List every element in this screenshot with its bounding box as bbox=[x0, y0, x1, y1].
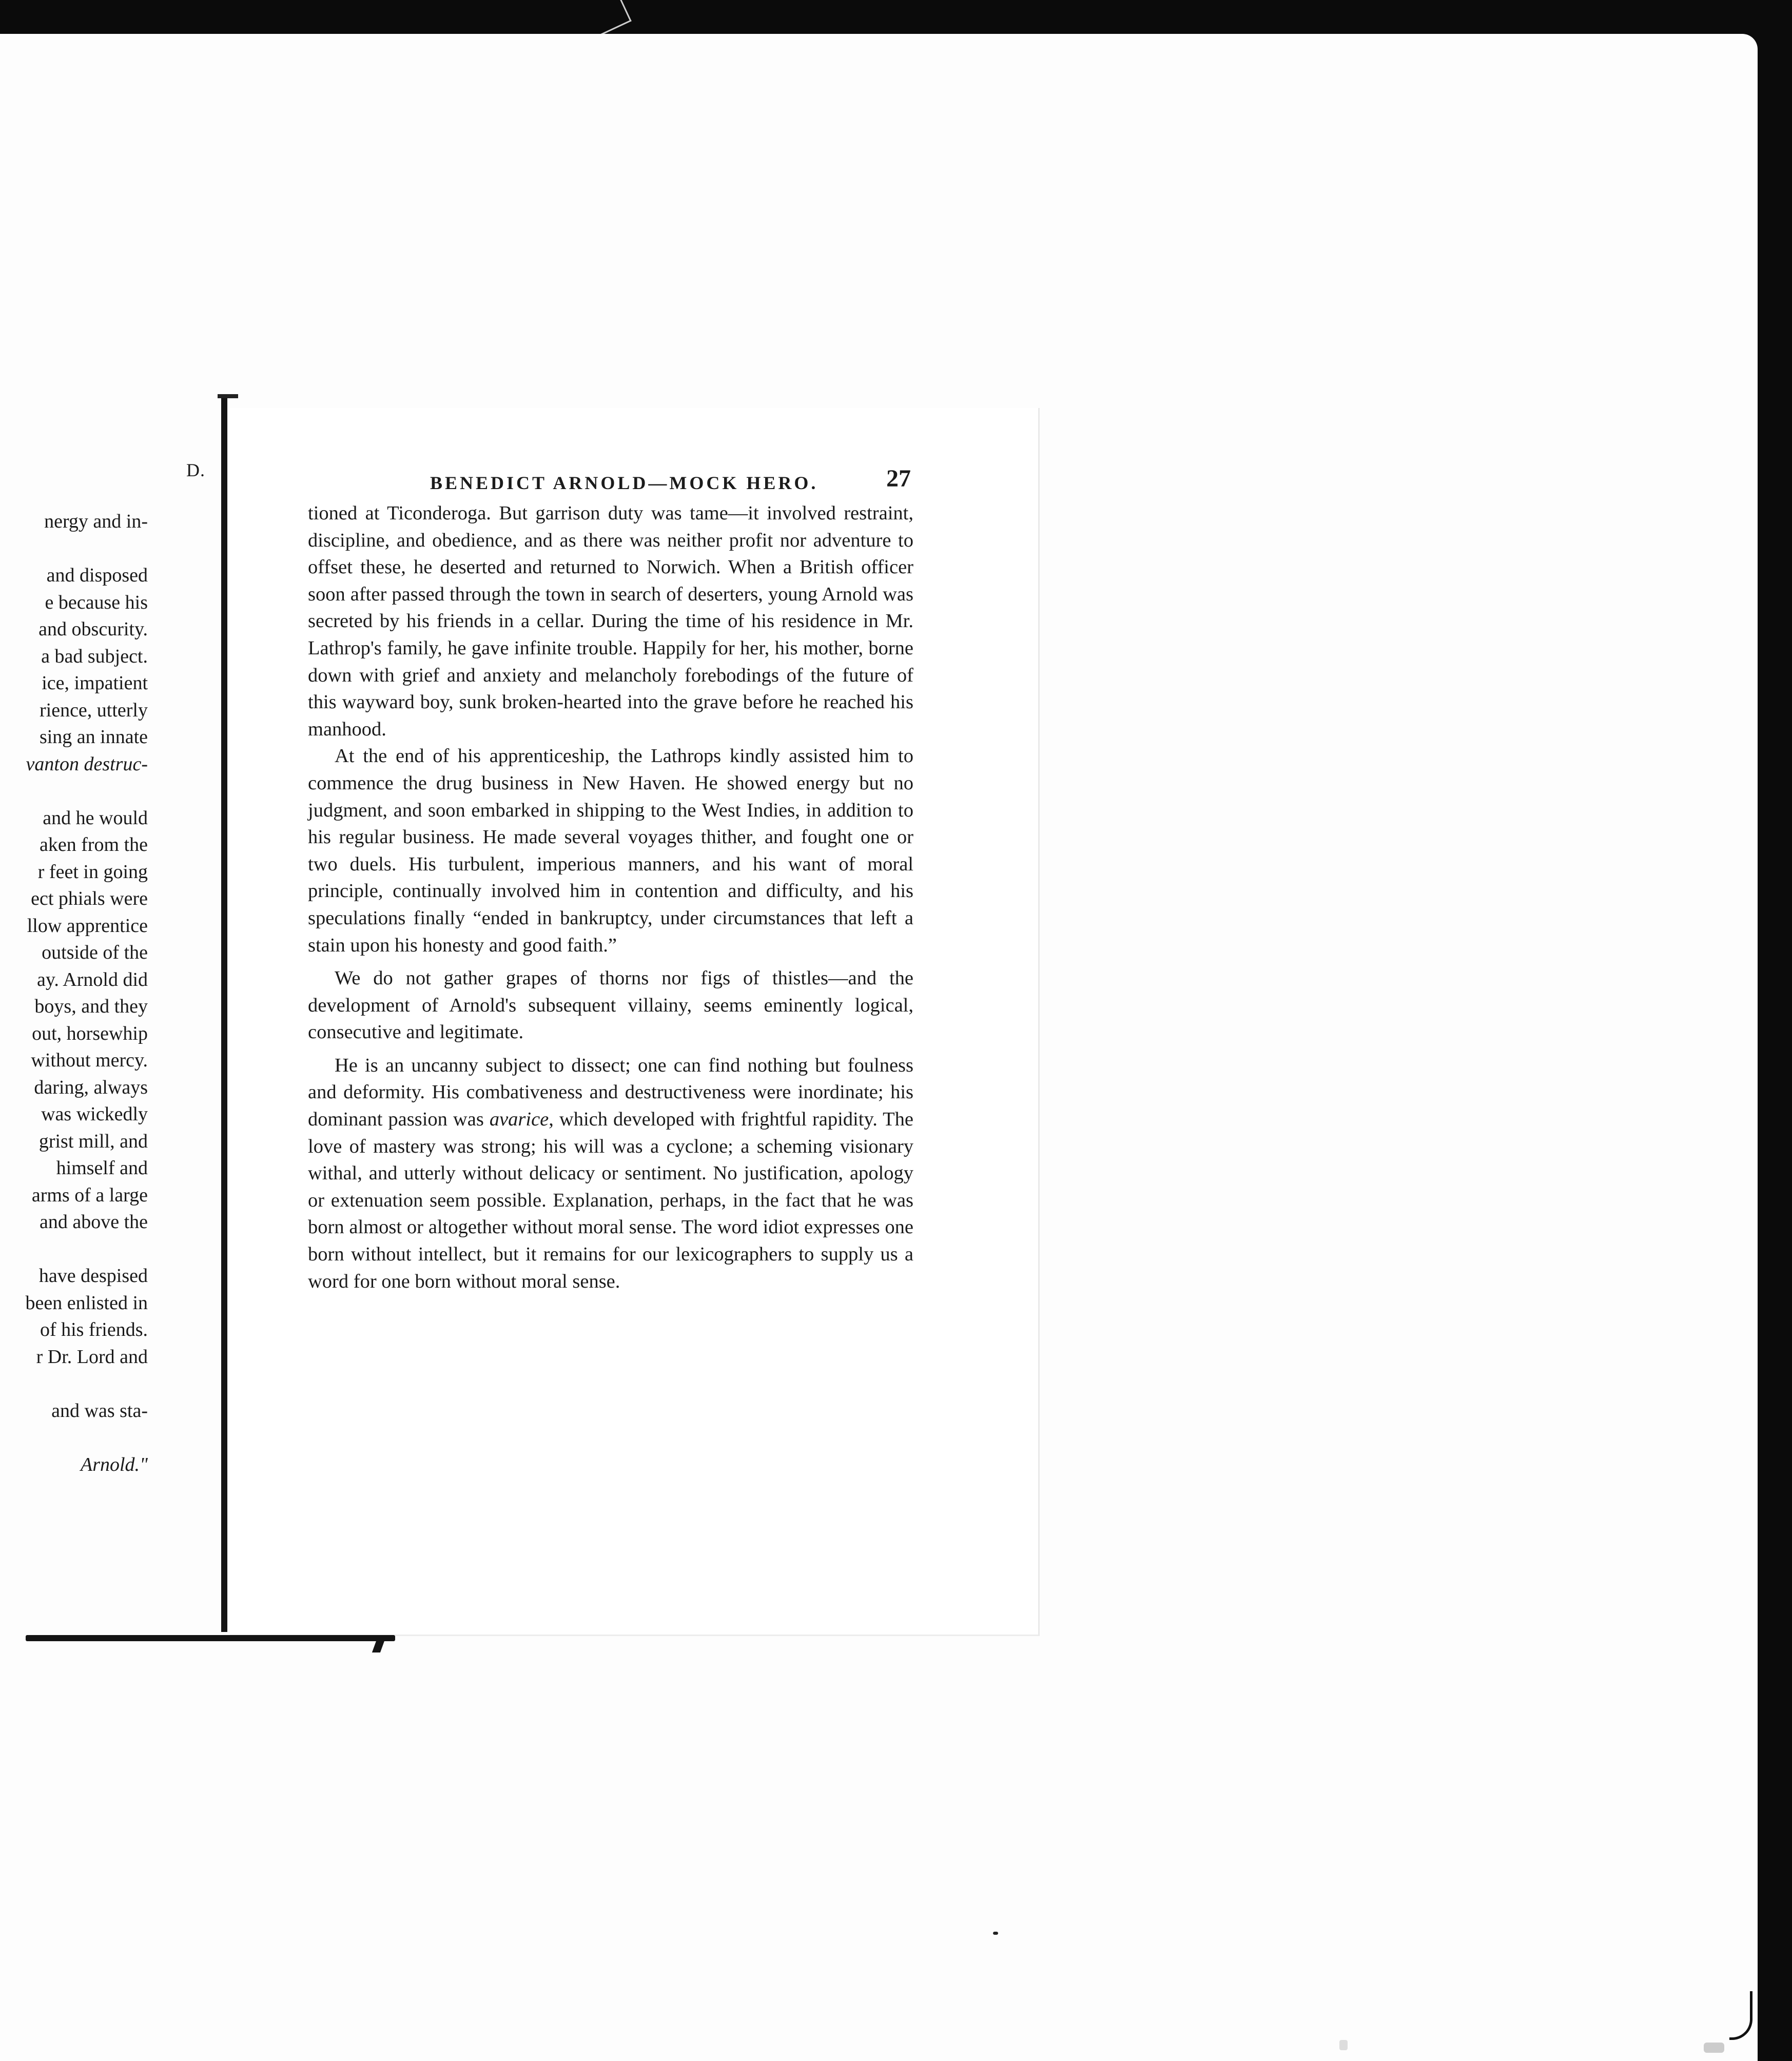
left-line: been enlisted in bbox=[25, 1292, 148, 1314]
left-line: r feet in going bbox=[37, 861, 148, 883]
left-page-fragment bbox=[0, 457, 205, 1478]
left-line: r Dr. Lord and bbox=[36, 1346, 148, 1368]
left-line: a bad subject. bbox=[41, 645, 148, 667]
scan-speck bbox=[993, 1932, 998, 1935]
scan-speck bbox=[1339, 2040, 1348, 2050]
left-line bbox=[0, 1236, 148, 1263]
left-line: himself and bbox=[56, 1157, 148, 1179]
left-line: daring, always bbox=[34, 1076, 148, 1098]
left-line bbox=[0, 1370, 148, 1397]
left-line bbox=[0, 535, 148, 562]
left-line: and above the bbox=[39, 1211, 148, 1233]
binding-base-rule bbox=[26, 1635, 395, 1641]
left-line: was wickedly bbox=[41, 1103, 148, 1125]
left-line: boys, and they bbox=[34, 996, 148, 1017]
left-line: and he would bbox=[43, 807, 148, 829]
page-body bbox=[308, 500, 913, 1295]
page-number: 27 bbox=[886, 465, 911, 492]
left-line: Arnold." bbox=[80, 1453, 148, 1475]
right-page bbox=[308, 462, 913, 1295]
running-head bbox=[308, 462, 913, 500]
left-line: ect phials were bbox=[31, 888, 148, 909]
left-line: of his friends. bbox=[40, 1319, 148, 1340]
paragraph: At the end of his apprenticeship, the Lathrops kindly assisted him to commence the drug business in New Haven. He showed energy but no judgment, and soon embarked in shipping to the West Indies, in addition to his regular business. He made several voyages thither, and fought one or two duels. His turbulent, imperious manners, and his want of moral principle, continually involved him in contention and difficulty, and his speculations finally “ended in bankruptcy, under circumstances that left a stain upon his honesty and good faith.” bbox=[308, 745, 913, 956]
left-line: sing an innate bbox=[39, 726, 148, 748]
left-line bbox=[0, 777, 148, 805]
left-page-lines bbox=[0, 508, 148, 1478]
left-line: grist mill, and bbox=[38, 1130, 148, 1152]
left-line: and disposed bbox=[46, 565, 148, 586]
binding-top-cap bbox=[218, 394, 238, 398]
left-line: out, horsewhip bbox=[32, 1022, 148, 1044]
left-line: ay. Arnold did bbox=[36, 968, 148, 990]
left-line: without mercy. bbox=[31, 1049, 148, 1071]
left-line: and obscurity. bbox=[38, 618, 148, 640]
left-running-head: D. bbox=[186, 460, 205, 480]
left-line: have despised bbox=[38, 1265, 148, 1287]
left-line bbox=[0, 1424, 148, 1451]
left-line: arms of a large bbox=[31, 1184, 148, 1206]
left-line: e because his bbox=[45, 591, 148, 613]
paragraph: He is an uncanny subject to dissect; one can find nothing but foulness and deformity. His combativeness and destructiveness were inordinate; his dominant passion was avarice, which developed with frightful rapidity. The love of mastery was strong; his will was a cyclone; a scheming visionary withal, and utterly without delicacy or sentiment. No justification, apology or extenuation seem possible. Explanation, perhaps, in the fact that he was born almost or altogether without moral sense. The word idiot expresses one born without intellect, but it remains for our lexicographers to supply us a word for one born without moral sense. bbox=[308, 1054, 913, 1292]
left-line: aken from the bbox=[39, 834, 148, 855]
emphasis-avarice: avarice bbox=[489, 1109, 549, 1131]
film-margin-mark bbox=[586, 0, 632, 37]
left-line: and was sta- bbox=[51, 1399, 148, 1422]
running-title: BENEDICT ARNOLD—MOCK HERO. bbox=[430, 473, 819, 493]
paragraph: We do not gather grapes of thorns nor figs of thistles—and the development of Arnold's subsequent villainy, seems eminently logical, consecutive and legitimate. bbox=[308, 967, 913, 1043]
scan-speck bbox=[1704, 2043, 1724, 2053]
left-line: vanton destruc- bbox=[26, 753, 148, 775]
left-line: llow apprentice bbox=[27, 915, 148, 937]
book-binding-gutter bbox=[221, 395, 227, 1632]
left-line: nergy and in- bbox=[44, 511, 148, 532]
paragraph: tioned at Ticonderoga. But garrison duty was tame—it involved restraint, discipline, and obedience, and as there was neither profit nor adventure to offset these, he deserted and returned to Norwich. When a British officer soon after passed through the town in search of deserters, young Arnold was secreted by his friends in a cellar. During the time of his residence in Mr. Lathrop's family, he gave infinite trouble. Happily for her, his mother, borne down with grief and anxiety and melancholy forebodings of the future of this wayward boy, sunk broken-hearted into the grave before he reached his manhood. bbox=[308, 502, 913, 740]
left-line: rience, utterly bbox=[39, 699, 148, 721]
left-line: ice, impatient bbox=[42, 672, 148, 694]
left-line: outside of the bbox=[42, 942, 148, 963]
